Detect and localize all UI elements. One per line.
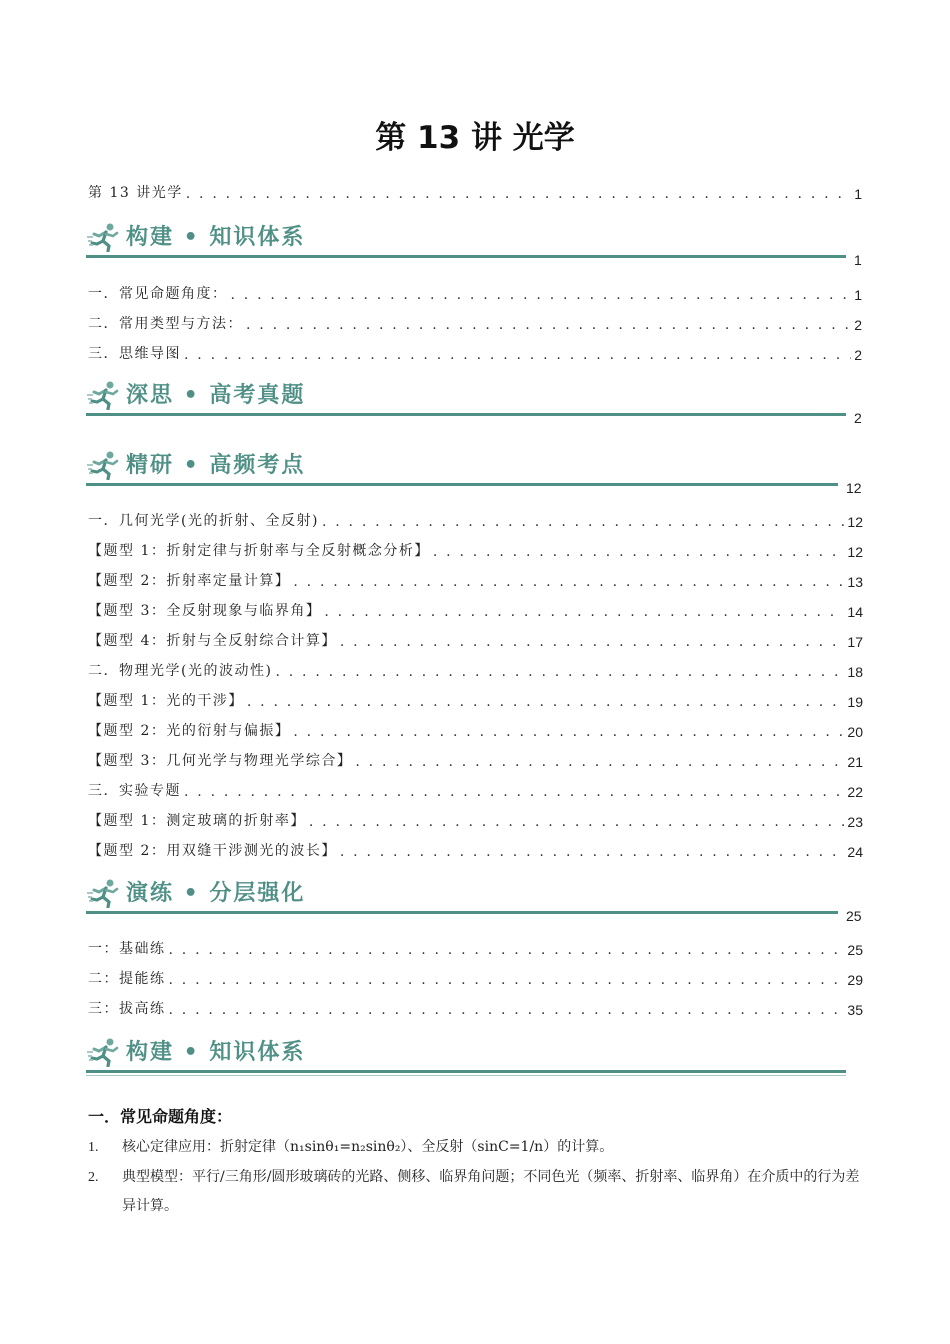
section-header-body bbox=[86, 1033, 846, 1073]
toc-entry-label: 【题型 3：几何光学与物理光学综合】 bbox=[88, 753, 353, 769]
toc-entry[interactable] bbox=[88, 658, 863, 680]
toc-entry-page: 2 bbox=[854, 410, 862, 426]
toc-entry-label: 【题型 2：用双缝干涉测光的波长】 bbox=[88, 843, 337, 859]
toc-entry[interactable] bbox=[88, 598, 863, 620]
toc-entry-label: 三：拔高练 bbox=[88, 1001, 166, 1017]
toc-leader-dots bbox=[246, 317, 851, 333]
section-rule bbox=[86, 255, 846, 258]
section-rule bbox=[86, 413, 846, 416]
toc-entry-page: 19 bbox=[847, 694, 863, 710]
toc-entry-label: 【题型 3：全反射现象与临界角】 bbox=[88, 603, 322, 619]
toc-entry-label: 三．实验专题 bbox=[88, 783, 181, 799]
toc-entry-label: 【题型 2：折射率定量计算】 bbox=[88, 573, 291, 589]
section-header-exams bbox=[86, 376, 846, 416]
toc-entry-label: 第 13 讲光学 bbox=[88, 185, 183, 201]
toc-leader-dots bbox=[169, 972, 845, 988]
toc-entry[interactable] bbox=[88, 568, 863, 590]
section-rule bbox=[86, 483, 838, 486]
running-figure-icon bbox=[86, 1037, 120, 1067]
section-heading: 构建 • 知识体系 bbox=[126, 225, 306, 250]
toc-entry-page: 12 bbox=[847, 514, 863, 530]
toc-entry-page: 35 bbox=[847, 1002, 863, 1018]
toc-leader-dots bbox=[186, 186, 851, 202]
section-rule bbox=[86, 1070, 846, 1073]
toc-entry-label: 二：提能练 bbox=[88, 971, 166, 987]
toc-entry-page: 12 bbox=[846, 480, 862, 496]
toc-leader-dots bbox=[340, 634, 845, 650]
list-item-text: 核心定律应用：折射定律（n₁sinθ₁=n₂sinθ₂）、全反射（sinC=1/n）的计算。 bbox=[122, 1139, 614, 1155]
toc-leader-dots bbox=[293, 574, 844, 590]
toc-entry-page: 29 bbox=[847, 972, 863, 988]
toc-entry-page: 13 bbox=[847, 574, 863, 590]
list-item-text: 典型模型：平行/三角形/圆形玻璃砖的光路、侧移、临界角问题；不同色光（频率、折射率、临界角）在介质中的行为差异计算。 bbox=[122, 1169, 860, 1214]
toc-leader-dots bbox=[247, 694, 845, 710]
toc-leader-dots bbox=[169, 1002, 845, 1018]
toc-entry[interactable] bbox=[88, 778, 863, 800]
running-figure-icon bbox=[86, 450, 120, 480]
toc-entry-page: 2 bbox=[854, 317, 862, 333]
toc-entry-page: 24 bbox=[847, 844, 863, 860]
list-item bbox=[88, 1133, 866, 1162]
toc-leader-dots bbox=[355, 754, 844, 770]
toc-leader-dots bbox=[324, 604, 844, 620]
toc-entry[interactable] bbox=[88, 281, 862, 303]
toc-entry[interactable] bbox=[88, 808, 863, 830]
section-header-build bbox=[86, 218, 846, 258]
toc-entry[interactable] bbox=[88, 538, 863, 560]
toc-leader-dots bbox=[340, 844, 845, 860]
toc-entry-label: 【题型 2：光的衍射与偏振】 bbox=[88, 723, 291, 739]
list-item-number: 2. bbox=[88, 1170, 99, 1185]
running-figure-icon bbox=[86, 222, 120, 252]
toc-entry[interactable] bbox=[88, 341, 862, 363]
toc-entry[interactable] bbox=[88, 838, 863, 860]
toc-entry[interactable] bbox=[88, 936, 863, 958]
running-figure-icon bbox=[86, 878, 120, 908]
toc-entry-page: 17 bbox=[847, 634, 863, 650]
section-heading: 深思 • 高考真题 bbox=[126, 383, 306, 408]
toc-entry[interactable] bbox=[88, 718, 863, 740]
toc-leader-dots bbox=[322, 514, 844, 530]
toc-entry[interactable] bbox=[88, 966, 863, 988]
section-rule-light bbox=[86, 1075, 846, 1076]
toc-entry[interactable] bbox=[88, 628, 863, 650]
toc-entry-page: 12 bbox=[847, 544, 863, 560]
toc-entry-page: 25 bbox=[846, 908, 862, 924]
section-heading: 构建 • 知识体系 bbox=[126, 1040, 306, 1065]
toc-entry-page: 23 bbox=[847, 814, 863, 830]
list-item-number: 1. bbox=[88, 1140, 99, 1155]
toc-entry-page: 2 bbox=[854, 347, 862, 363]
toc-leader-dots bbox=[309, 814, 845, 830]
toc-leader-dots bbox=[184, 784, 844, 800]
toc-entry-page: 21 bbox=[847, 754, 863, 770]
toc-leader-dots bbox=[433, 544, 845, 560]
toc-entry-page: 14 bbox=[847, 604, 863, 620]
toc-entry-page: 1 bbox=[854, 186, 862, 202]
running-figure-icon bbox=[86, 380, 120, 410]
toc-entry[interactable] bbox=[88, 996, 863, 1018]
toc-entry-label: 一．几何光学(光的折射、全反射) bbox=[88, 513, 319, 529]
toc-leader-dots bbox=[293, 724, 844, 740]
toc-entry[interactable] bbox=[88, 311, 862, 333]
toc-entry-page: 1 bbox=[854, 252, 862, 268]
toc-entry-label: 【题型 1：折射定律与折射率与全反射概念分析】 bbox=[88, 543, 430, 559]
list-item bbox=[88, 1163, 866, 1221]
toc-entry-page: 22 bbox=[847, 784, 863, 800]
toc-entry-label: 一：基础练 bbox=[88, 941, 166, 957]
toc-entry-label: 【题型 4：折射与全反射综合计算】 bbox=[88, 633, 337, 649]
section-heading: 演练 • 分层强化 bbox=[126, 881, 306, 906]
section-header-practice bbox=[86, 874, 838, 914]
toc-entry[interactable] bbox=[88, 748, 863, 770]
toc-entry[interactable] bbox=[88, 180, 862, 202]
toc-entry-page: 25 bbox=[847, 942, 863, 958]
page-title: 第 13 讲 光学 bbox=[375, 120, 575, 156]
toc-entry-label: 【题型 1：测定玻璃的折射率】 bbox=[88, 813, 306, 829]
section-header-study bbox=[86, 446, 838, 486]
toc-leader-dots bbox=[275, 664, 844, 680]
toc-entry-page: 18 bbox=[847, 664, 863, 680]
toc-entry-label: 三．思维导图 bbox=[88, 346, 181, 362]
toc-leader-dots bbox=[169, 942, 845, 958]
toc-entry-page: 20 bbox=[847, 724, 863, 740]
toc-leader-dots bbox=[184, 347, 851, 363]
section-title: 一．常见命题角度： bbox=[88, 1107, 233, 1126]
toc-entry-label: 【题型 1：光的干涉】 bbox=[88, 693, 244, 709]
section-rule bbox=[86, 911, 838, 914]
toc-entry-label: 二．常用类型与方法： bbox=[88, 316, 243, 332]
toc-entry-label: 一．常见命题角度： bbox=[88, 286, 228, 302]
toc-entry-label: 二．物理光学(光的波动性) bbox=[88, 663, 273, 679]
toc-entry[interactable] bbox=[88, 508, 863, 530]
section-heading: 精研 • 高频考点 bbox=[126, 453, 306, 478]
toc-entry-page: 1 bbox=[854, 287, 862, 303]
toc-leader-dots bbox=[231, 287, 852, 303]
toc-entry[interactable] bbox=[88, 688, 863, 710]
